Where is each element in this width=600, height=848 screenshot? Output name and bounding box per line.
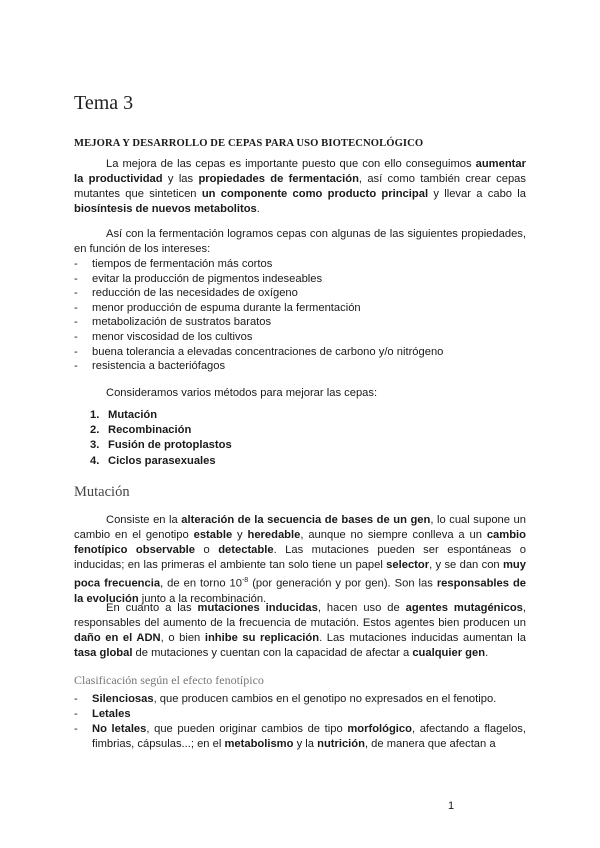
bold-term: propiedades de fermentación <box>198 173 359 185</box>
section-title: MEJORA Y DESARROLLO DE CEPAS PARA USO BIOTECNOLÓGICO <box>74 138 424 149</box>
list-item: - metabolización de sustratos baratos <box>74 315 526 330</box>
list-item: - buena tolerancia a elevadas concentraciones de carbono y/o nitrógeno <box>74 345 526 360</box>
bold-term: un componente como producto principal <box>201 188 429 200</box>
properties-intro: Así con la fermentación logramos cepas con algunas de las siguientes propiedades, en función de los intereses: <box>74 228 526 255</box>
mutacion-heading: Mutación <box>74 484 130 500</box>
list-item: - menor viscosidad de los cultivos <box>74 330 526 345</box>
list-item: - tiempos de fermentación más cortos <box>74 257 526 272</box>
mutacion-paragraph-1: Consiste en la alteración de la secuencia de bases de un gen, lo cual supone un cambio en el genotipo estable y heredable, aunque no siempre conlleva a un cambio fenotípico observable o detectable. Las mutaciones pueden ser espontáneas o inducidas; en las primeras el ambiente tan solo tiene un papel selector, y se dan con muy poca frecuencia, de en torno $10^{-8}$ (por generación y por gen). Son las responsables de la evolución junto a la recombinación. <box>74 514 527 605</box>
list-item: - menor producción de espuma durante la fermentación <box>74 301 526 316</box>
intro-paragraph: La mejora de las cepas es importante puesto que con ello conseguimos aumentar la productividad y las propiedades de fermentación, así como también crear cepas mutantes que sinteticen un componente como producto principal y llevar a cabo la biosíntesis de nuevos metabolitos. <box>74 158 526 215</box>
list-item: - Silenciosas, que producen cambios en el genotipo no expresados en el fenotipo. <box>74 692 526 707</box>
list-item: - evitar la producción de pigmentos indeseables <box>74 272 526 287</box>
mutacion-paragraph-2: En cuanto a las mutaciones inducidas, hacen uso de agentes mutagénicos, responsables del aumento de la frecuencia de mutación. Estos agentes bien producen un daño en el ADN, o bien inhibe su replicación. Las mutaciones inducidas aumentan la tasa global de mutaciones y cuentan con la capacidad de afectar a cualquier gen. <box>74 602 527 659</box>
chapter-title: Tema 3 <box>74 92 134 114</box>
list-item: 3. Fusión de protoplastos <box>90 439 232 452</box>
bold-term: biosíntesis de nuevos metabolitos <box>74 203 257 215</box>
properties-list <box>74 257 526 374</box>
methods-intro: Consideramos varios métodos para mejorar las cepas: <box>106 387 378 399</box>
classification-subheading: Clasificación según el efecto fenotípico <box>74 673 264 687</box>
list-item: - Letales <box>74 707 526 722</box>
page-number: 1 <box>448 800 455 812</box>
bold-term: aumentar la productividad <box>74 158 526 185</box>
classification-list <box>74 692 526 752</box>
methods-list <box>90 408 542 469</box>
list-item: - reducción de las necesidades de oxígeno <box>74 286 526 301</box>
list-item: 1. Mutación <box>90 409 158 421</box>
list-item: 2. Recombinación <box>90 424 192 437</box>
list-item: - No letales, que pueden originar cambios de tipo morfológico, afectando a flagelos, fimbrias, cápsulas...; en el metabolismo y la nutrición, de manera que afectan a <box>74 722 526 752</box>
list-item: - resistencia a bacteriófagos <box>74 359 526 374</box>
list-item: 4. Ciclos parasexuales <box>90 454 216 467</box>
